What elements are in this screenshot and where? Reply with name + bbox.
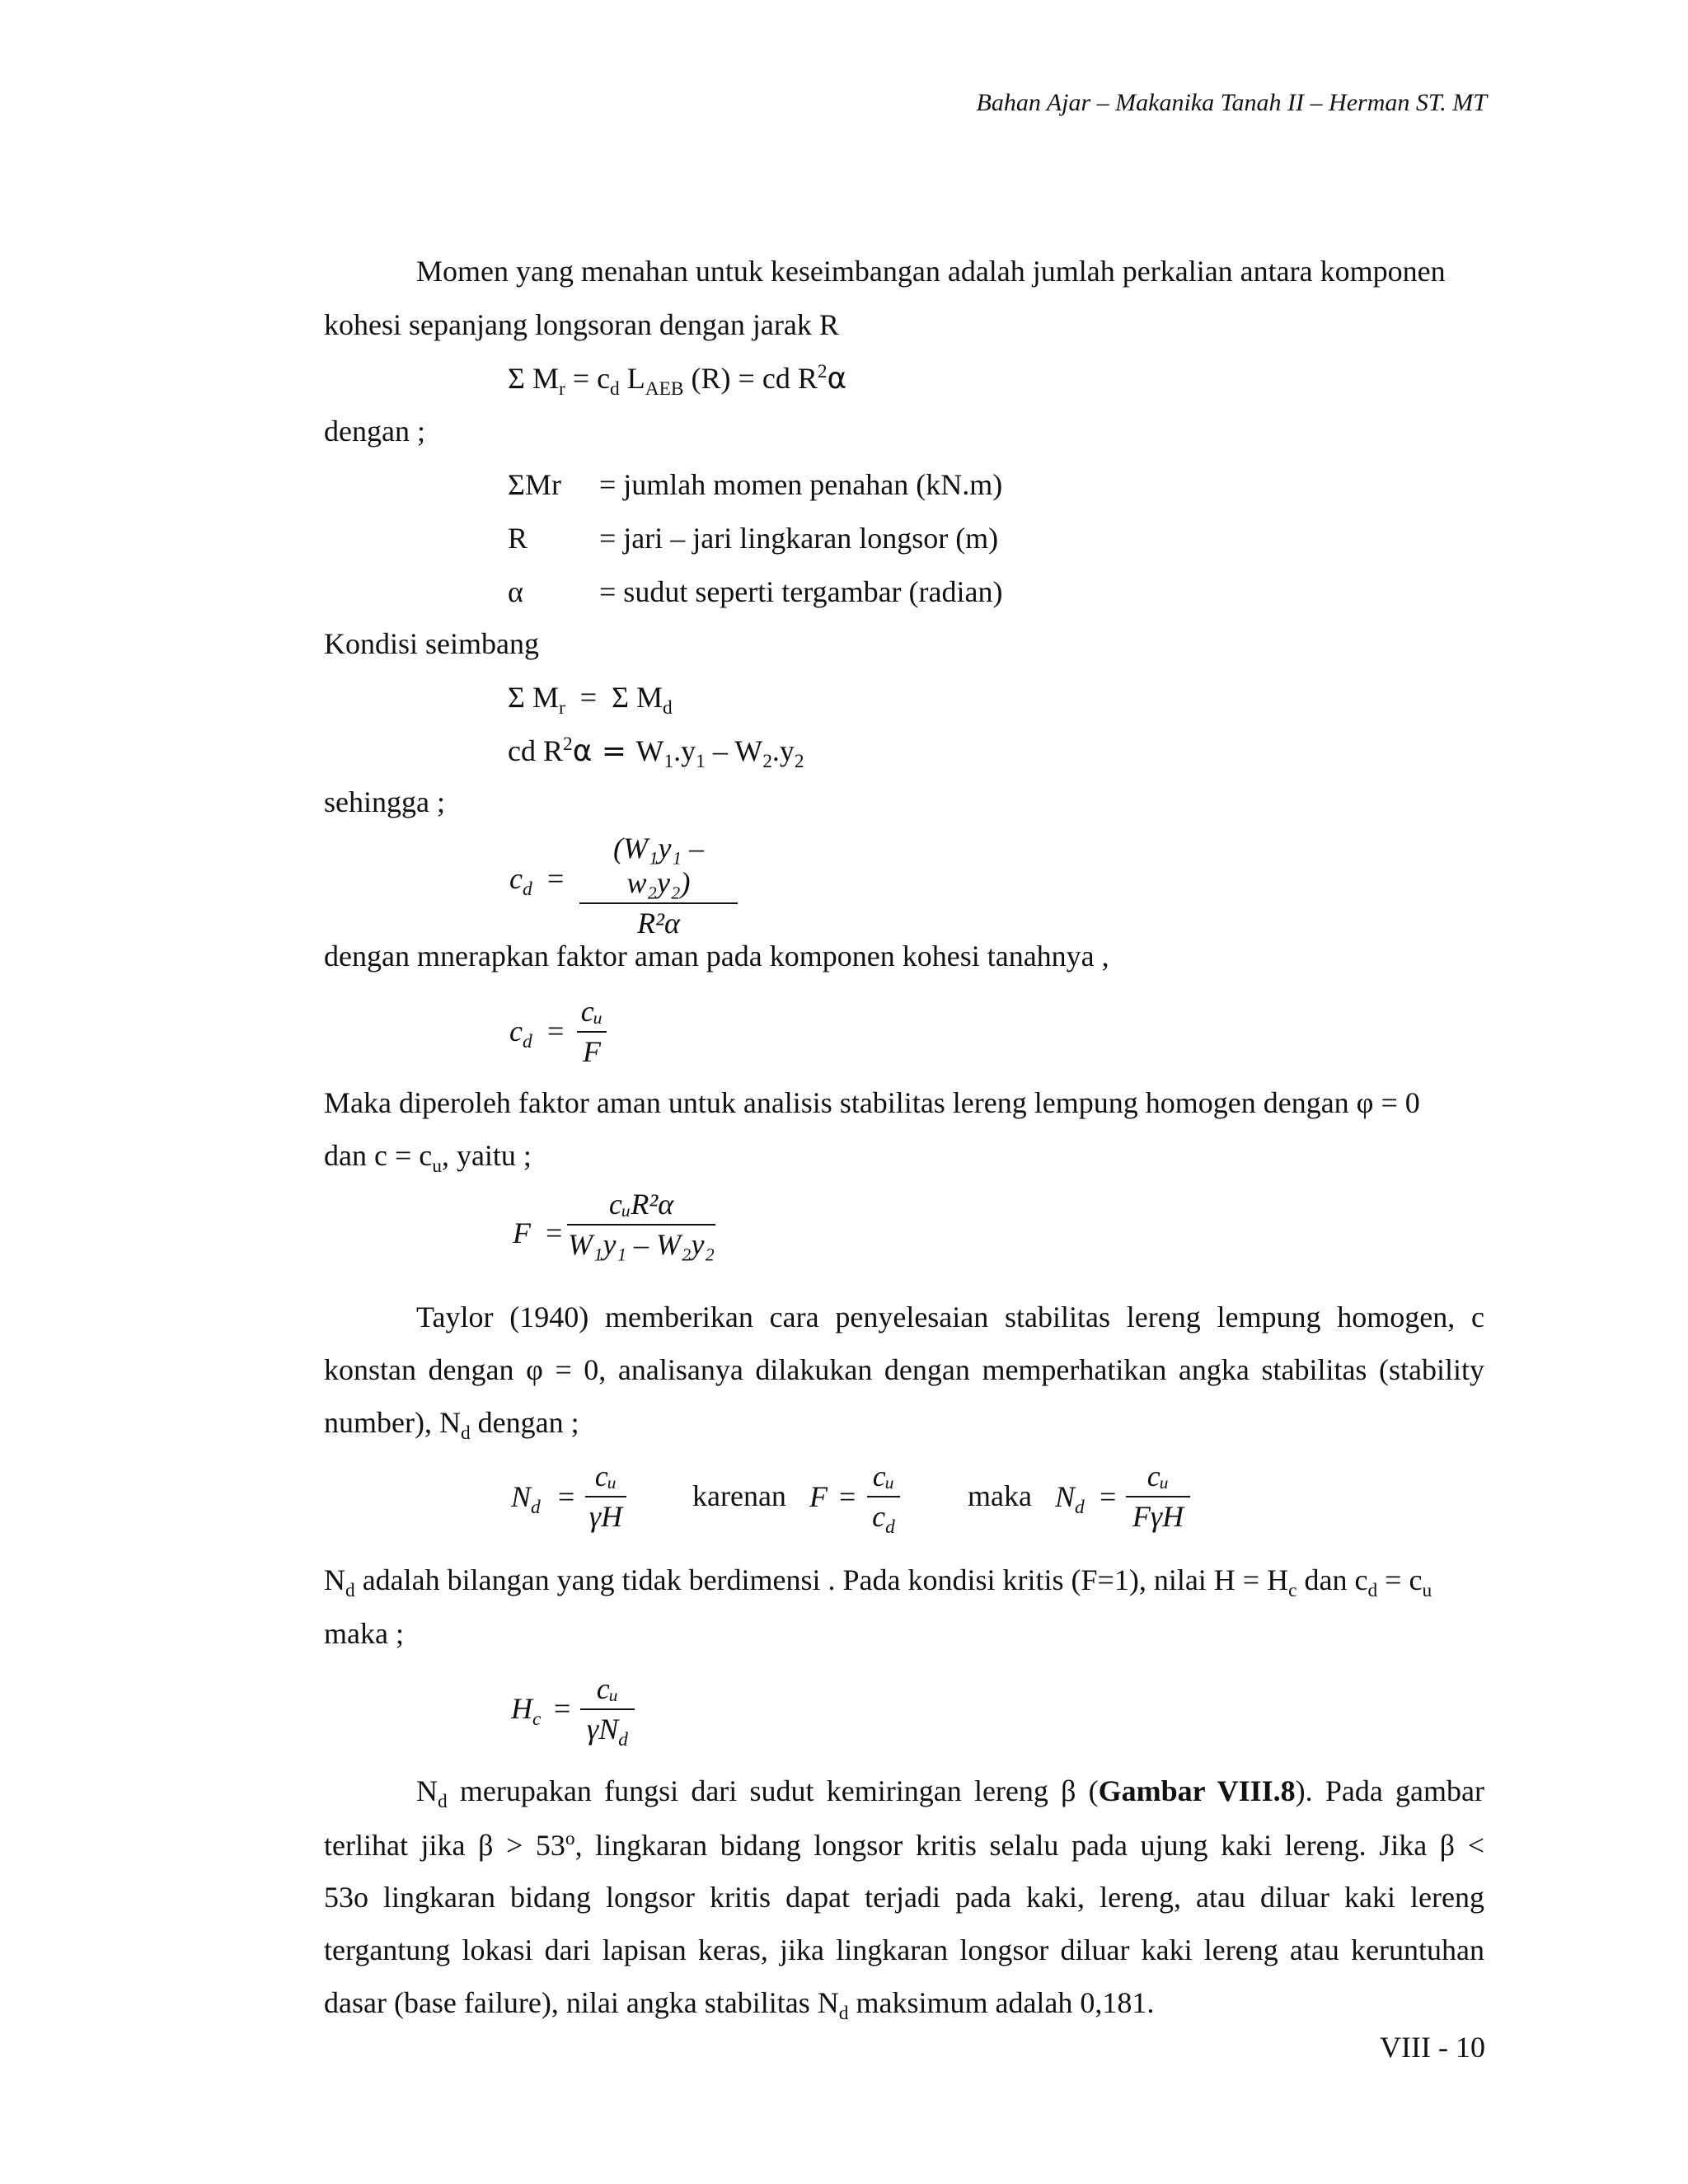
- def-desc-sum-mr: = jumlah momen penahan (kN.m): [599, 468, 1003, 501]
- formula-nd2-equals: =: [1100, 1480, 1117, 1513]
- figure-reference: Gambar VIII.8: [1098, 1774, 1296, 1807]
- formula-cd-lhs: $c_d$: [509, 862, 532, 901]
- paragraph-intro-line1: Momen yang menahan untuk keseimbangan adalah jumlah perkalian antara komponen: [416, 255, 1446, 288]
- formula-hc-equals: =: [554, 1692, 571, 1725]
- paragraph-maka-line1: Maka diperoleh faktor aman untuk analisis stabilitas lereng lempung homogen dengan φ = 0: [324, 1086, 1420, 1119]
- text-karenan: karenan: [692, 1479, 786, 1512]
- fraction-nd-with-f: cᵤ FγH: [1126, 1459, 1190, 1534]
- paragraph-final-line4: tergantung lokasi dari lapisan keras, jika lingkaran longsor diluar kaki lereng atau keruntuhan: [324, 1933, 1484, 1966]
- def-symbol-alpha: α: [508, 575, 523, 608]
- paragraph-nd-line1: $N_d$ adalah bilangan yang tidak berdimensi . Pada kondisi kritis (F=1), nilai $H = H_c$ dan $c_d = c_u$: [324, 1563, 1432, 1602]
- paragraph-final-line2: terlihat jika $\beta > 53^o$, lingkaran bidang longsor kritis selalu pada ujung kaki lereng. Jika β <: [324, 1828, 1484, 1862]
- formula-nd2-lhs: $N_d$: [1055, 1480, 1085, 1519]
- def-desc-alpha: = sudut seperti tergambar (radian): [599, 575, 1003, 608]
- page-number: VIII - 10: [1380, 2031, 1485, 2064]
- fraction-f-cu-over-cd: cᵤ $c_d$: [867, 1459, 900, 1539]
- fraction-cd-weights: [579, 831, 738, 940]
- equation-balance: Σ $M_r = \Sigma$ $M_d$: [508, 681, 673, 719]
- formula-nd-lhs: $N_d$: [511, 1480, 541, 1519]
- running-header: Bahan Ajar – Makanika Tanah II – Herman ST. MT: [976, 89, 1487, 116]
- fraction-cu-over-f: cᵤ F: [577, 994, 607, 1069]
- paragraph-final-line1: $N_d$ merupakan fungsi dari sudut kemiringan lereng β (Gambar VIII.8). Pada gambar: [416, 1774, 1485, 1813]
- paragraph-taylor-line2: konstan dengan φ = 0, analisanya dilakukan dengan memperhatikan angka stabilitas (stability: [324, 1353, 1484, 1386]
- formula-cd2-equals: =: [547, 1015, 565, 1047]
- paragraph-maka-line2: dan $c = c_u$, yaitu ;: [324, 1139, 532, 1178]
- text-kondisi-seimbang: Kondisi seimbang: [324, 627, 539, 660]
- paragraph-intro-line2: kohesi sepanjang longsoran dengan jarak R: [324, 308, 839, 341]
- equation-moment-resisting: Σ $M_r = c_d$ $L_{AEB}$ (R) = cd $R^2\alpha$: [508, 361, 847, 401]
- fraction-denominator: R²α: [637, 907, 680, 940]
- text-maka: maka: [968, 1479, 1032, 1512]
- paragraph-taylor-line1: Taylor (1940) memberikan cara penyelesaian stabilitas lereng lempung homogen, c: [416, 1301, 1484, 1333]
- formula-f-equals: =: [546, 1216, 563, 1249]
- formula-cd-equals: =: [547, 862, 565, 895]
- fraction-nd-stability: cᵤ γH: [585, 1459, 626, 1534]
- formula-cd2-lhs: $c_d$: [509, 1015, 532, 1053]
- equation-balance-expanded: cd $R^2\alpha = W_1.y_1 - W_2.y_2$: [508, 733, 804, 773]
- text-dengan: dengan ;: [324, 415, 425, 448]
- def-desc-r: = jari – jari lingkaran longsor (m): [599, 522, 999, 555]
- paragraph-nd-line2: maka ;: [324, 1617, 404, 1650]
- fraction-numerator: (W₁y₁ – w₂y₂): [613, 832, 704, 899]
- def-symbol-r: R: [508, 522, 528, 555]
- paragraph-faktor-aman: dengan mnerapkan faktor aman pada komponen kohesi tanahnya ,: [324, 940, 1109, 972]
- paragraph-final-line3: 53o lingkaran bidang longsor kritis dapat terjadi pada kaki, lereng, atau diluar kaki lereng: [324, 1881, 1484, 1914]
- sigma-symbol: Σ: [508, 362, 525, 395]
- formula-nd-equals: =: [558, 1480, 575, 1513]
- fraction-safety-factor: cᵤR²α W₁y₁ – W₂y₂: [568, 1188, 715, 1261]
- formula-f-lhs: F: [513, 1216, 531, 1249]
- fraction-bar: [579, 902, 738, 904]
- paragraph-final-line5: dasar (base failure), nilai angka stabilitas $N_d$ maksimum adalah 0,181.: [324, 1986, 1155, 2025]
- text-sehingga: sehingga ;: [324, 785, 445, 818]
- formula-f2-equals: =: [839, 1480, 856, 1513]
- fraction-critical-height: cᵤ $\gamma N_d$: [580, 1671, 635, 1751]
- paragraph-taylor-line3: number), $N_d$ dengan ;: [324, 1406, 579, 1445]
- def-symbol-sum-mr: ΣMr: [508, 468, 561, 501]
- formula-f2-lhs: F: [809, 1480, 828, 1513]
- formula-hc-lhs: $H_c$: [511, 1692, 542, 1731]
